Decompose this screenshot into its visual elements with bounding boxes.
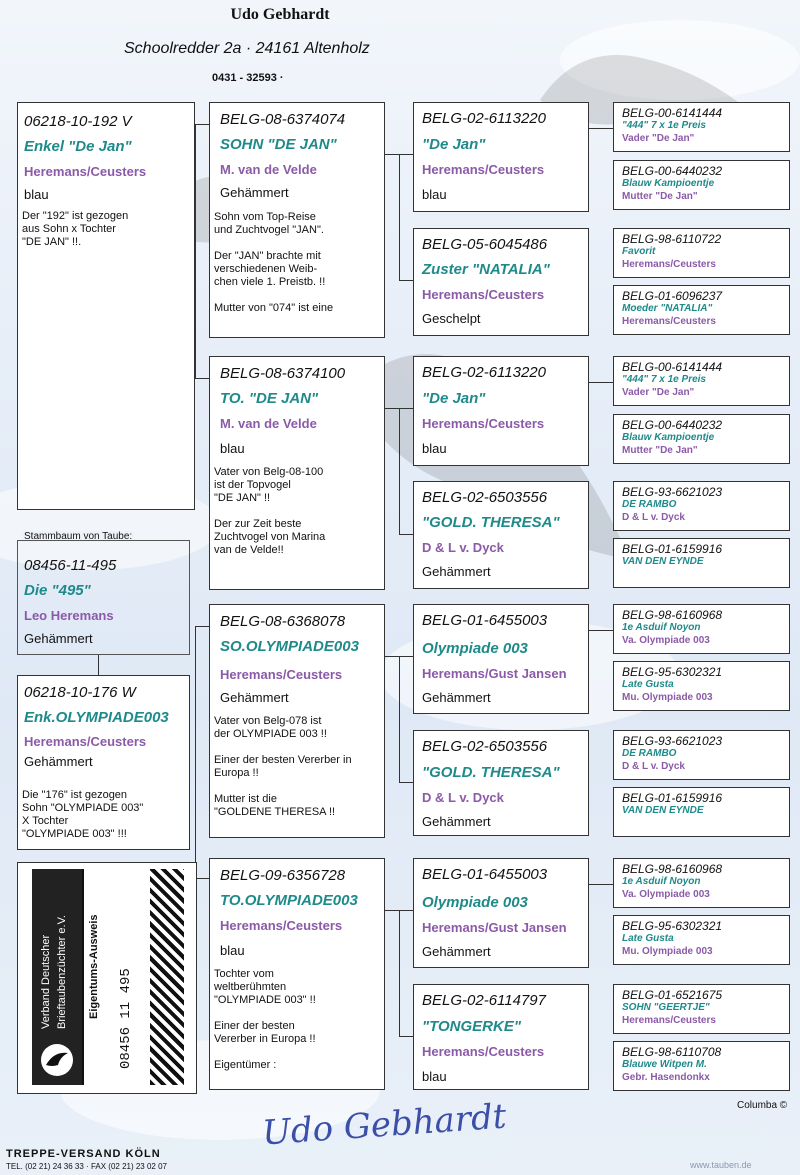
great-grandparent-note: Va. Olympiade 003 bbox=[622, 889, 710, 900]
great-grandparent-ring: BELG-98-6160968 bbox=[622, 862, 723, 876]
great-grandparent-note: Mu. Olympiade 003 bbox=[622, 946, 713, 957]
connector-line bbox=[399, 782, 413, 783]
great-grandparent-note: Mu. Olympiade 003 bbox=[622, 692, 713, 703]
great-grandparent-note: D & L v. Dyck bbox=[622, 761, 685, 772]
great-grandparent-note: DE RAMBO bbox=[622, 499, 677, 510]
grandparent-box bbox=[413, 858, 589, 968]
connector-line bbox=[589, 630, 613, 631]
grandparent-owner: Heremans/Gust Jansen bbox=[422, 666, 567, 681]
great-grandparent-note: Vader "De Jan" bbox=[622, 133, 695, 144]
connector-line bbox=[399, 408, 400, 534]
great-grandparent-box bbox=[613, 858, 790, 908]
great-grandparent-note: Va. Olympiade 003 bbox=[622, 635, 710, 646]
sibling-ref-ring: 08456-11-495 bbox=[24, 557, 117, 574]
grandparent-color: Gehämmert bbox=[422, 814, 491, 829]
ownership-card-org: Brieftaubenzüchter e.V. bbox=[56, 915, 68, 1029]
grandparent-name: "GOLD. THERESA" bbox=[422, 514, 560, 531]
great-grandparent-box bbox=[613, 787, 790, 837]
great-grandparent-note: "444" 7 x 1e Preis bbox=[622, 120, 706, 131]
grandparent-box bbox=[413, 481, 589, 589]
great-grandparent-note: 1e Asduif Noyon bbox=[622, 622, 701, 633]
great-grandparent-ring: BELG-01-6096237 bbox=[622, 289, 723, 303]
great-grandparent-box bbox=[613, 285, 790, 335]
ownership-card-org: Verband Deutscher bbox=[40, 934, 52, 1029]
parent-description: Sohn vom Top-Reise und Zuchtvogel "JAN". Der "JAN" brachte mit verschiedenen Weib- chen viele 1. Preistb. !! Mutter von "074" ist eine bbox=[214, 211, 334, 314]
stammbaum-label: Stammbaum von Taube: bbox=[24, 531, 133, 542]
grandparent-name: Zuster "NATALIA" bbox=[422, 261, 550, 278]
parent-color: blau bbox=[220, 441, 245, 456]
grandparent-color: Gehämmert bbox=[422, 944, 491, 959]
parent-color: Gehämmert bbox=[220, 185, 289, 200]
parent-ring: BELG-09-6356728 bbox=[220, 867, 346, 884]
parent-ring: BELG-08-6374100 bbox=[220, 365, 346, 382]
grandparent-color: blau bbox=[422, 187, 447, 202]
connector-line bbox=[399, 1036, 413, 1037]
grandparent-color: Gehämmert bbox=[422, 690, 491, 705]
grandparent-ring: BELG-02-6113220 bbox=[422, 110, 546, 127]
parent-name: TO. "DE JAN" bbox=[220, 390, 319, 407]
great-grandparent-note: VAN DEN EYNDE bbox=[622, 805, 704, 816]
parent-color: Gehämmert bbox=[220, 690, 289, 705]
great-grandparent-box bbox=[613, 481, 790, 531]
great-grandparent-ring: BELG-01-6159916 bbox=[622, 791, 723, 805]
parent-box bbox=[209, 102, 385, 338]
great-grandparent-ring: BELG-98-6160968 bbox=[622, 608, 723, 622]
signature: Udo Gebhardt bbox=[260, 1096, 508, 1154]
great-grandparent-ring: BELG-01-6521675 bbox=[622, 988, 723, 1002]
grandparent-name: "De Jan" bbox=[422, 390, 486, 407]
great-grandparent-note: VAN DEN EYNDE bbox=[622, 556, 704, 567]
great-grandparent-note: Mutter "De Jan" bbox=[622, 191, 698, 202]
great-grandparent-ring: BELG-93-6621023 bbox=[622, 734, 723, 748]
great-grandparent-note: Heremans/Ceusters bbox=[622, 1015, 716, 1026]
great-grandparent-note: Blauw Kampioentje bbox=[622, 178, 715, 189]
connector-line bbox=[195, 626, 196, 879]
great-grandparent-ring: BELG-95-6302321 bbox=[622, 919, 723, 933]
connector-line bbox=[399, 656, 400, 782]
parent-name: SO.OLYMPIADE003 bbox=[220, 638, 359, 655]
parent-description: Vater von Belg-08-100 ist der Topvogel "DE JAN" !! Der zur Zeit beste Zuchtvogel von Marina van de Velde!! bbox=[214, 466, 326, 556]
grandparent-name: Olympiade 003 bbox=[422, 640, 528, 657]
website-watermark: www.tauben.de bbox=[690, 1160, 752, 1170]
grandparent-box bbox=[413, 984, 589, 1090]
grandparent-box bbox=[413, 228, 589, 336]
great-grandparent-ring: BELG-98-6110708 bbox=[622, 1045, 722, 1059]
parent-box bbox=[209, 858, 385, 1090]
main-pigeon-ring: 06218-10-192 V bbox=[24, 113, 132, 130]
ownership-card-panel bbox=[32, 869, 184, 1085]
great-grandparent-note: Heremans/Ceusters bbox=[622, 316, 716, 327]
breeder-phone: 0431 - 32593 · bbox=[212, 72, 284, 84]
parent-owner: Heremans/Ceusters bbox=[220, 918, 343, 933]
parent-name: SOHN "DE JAN" bbox=[220, 136, 337, 153]
great-grandparent-box bbox=[613, 160, 790, 210]
sibling2-ring: 06218-10-176 W bbox=[24, 684, 136, 701]
connector-line bbox=[98, 655, 99, 675]
sibling2-box bbox=[17, 675, 190, 850]
great-grandparent-box bbox=[613, 604, 790, 654]
connector-line bbox=[589, 382, 613, 383]
main-pigeon-owner: Heremans/Ceusters bbox=[24, 164, 147, 179]
ownership-card-ring: 08456 11 495 bbox=[118, 968, 134, 1069]
grandparent-owner: Heremans/Ceusters bbox=[422, 162, 545, 177]
great-grandparent-note: Late Gusta bbox=[622, 679, 674, 690]
grandparent-ring: BELG-01-6455003 bbox=[422, 612, 548, 629]
dove-logo-icon bbox=[40, 1043, 74, 1077]
parent-box bbox=[209, 356, 385, 590]
great-grandparent-note: SOHN "GEERTJE" bbox=[622, 1002, 710, 1013]
great-grandparent-box bbox=[613, 661, 790, 711]
grandparent-ring: BELG-02-6503556 bbox=[422, 738, 548, 755]
grandparent-name: Olympiade 003 bbox=[422, 894, 528, 911]
main-pigeon-description: Der "192" ist gezogen aus Sohn x Tochter "DE JAN" !!. bbox=[22, 210, 129, 248]
grandparent-ring: BELG-02-6114797 bbox=[422, 992, 546, 1009]
great-grandparent-note: 1e Asduif Noyon bbox=[622, 876, 701, 887]
parent-owner: M. van de Velde bbox=[220, 416, 317, 431]
breeder-address: Schoolredder 2a · 24161 Altenholz bbox=[124, 40, 370, 57]
great-grandparent-box bbox=[613, 538, 790, 588]
great-grandparent-ring: BELG-01-6159916 bbox=[622, 542, 723, 556]
great-grandparent-ring: BELG-95-6302321 bbox=[622, 665, 723, 679]
parent-owner: M. van de Velde bbox=[220, 162, 317, 177]
great-grandparent-box bbox=[613, 414, 790, 464]
sibling2-name: Enk.OLYMPIADE003 bbox=[24, 709, 169, 726]
breeder-name: Udo Gebhardt bbox=[230, 6, 330, 23]
connector-line bbox=[399, 280, 413, 281]
grandparent-ring: BELG-05-6045486 bbox=[422, 236, 548, 253]
connector-line bbox=[399, 910, 400, 1036]
great-grandparent-ring: BELG-98-6110722 bbox=[622, 232, 722, 246]
parent-ring: BELG-08-6368078 bbox=[220, 613, 346, 630]
grandparent-owner: Heremans/Ceusters bbox=[422, 1044, 545, 1059]
great-grandparent-box bbox=[613, 228, 790, 278]
parent-owner: Heremans/Ceusters bbox=[220, 667, 343, 682]
great-grandparent-ring: BELG-00-6141444 bbox=[622, 106, 723, 120]
ownership-card bbox=[17, 862, 197, 1094]
publisher-name: TREPPE-VERSAND KÖLN bbox=[6, 1148, 161, 1160]
great-grandparent-note: DE RAMBO bbox=[622, 748, 677, 759]
grandparent-color: Gehämmert bbox=[422, 564, 491, 579]
grandparent-owner: Heremans/Gust Jansen bbox=[422, 920, 567, 935]
sibling2-description: Die "176" ist gezogen Sohn "OLYMPIADE 003" X Tochter "OLYMPIADE 003" !!! bbox=[22, 789, 144, 840]
great-grandparent-note: D & L v. Dyck bbox=[622, 512, 685, 523]
great-grandparent-note: "444" 7 x 1e Preis bbox=[622, 374, 706, 385]
grandparent-box bbox=[413, 730, 589, 836]
great-grandparent-note: Blauw Kampioentje bbox=[622, 432, 715, 443]
sibling2-color: Gehämmert bbox=[24, 754, 93, 769]
connector-line bbox=[195, 378, 209, 379]
grandparent-ring: BELG-02-6113220 bbox=[422, 364, 546, 381]
sibling-ref-color: Gehämmert bbox=[24, 631, 93, 646]
sibling-ref-owner: Leo Heremans bbox=[24, 608, 114, 623]
connector-line bbox=[195, 124, 196, 379]
great-grandparent-box bbox=[613, 984, 790, 1034]
connector-line bbox=[399, 154, 400, 280]
publisher-contact: TEL. (02 21) 24 36 33 · FAX (02 21) 23 02 07 bbox=[6, 1162, 167, 1171]
parent-box bbox=[209, 604, 385, 838]
grandparent-color: Geschelpt bbox=[422, 311, 481, 326]
great-grandparent-ring: BELG-00-6141444 bbox=[622, 360, 723, 374]
main-pigeon-box bbox=[17, 102, 195, 510]
grandparent-color: blau bbox=[422, 1069, 447, 1084]
parent-description: Vater von Belg-078 ist der OLYMPIADE 003 !! Einer der besten Vererber in Europa !! Mutter ist die "GOLDENE THERESA !! bbox=[214, 715, 352, 818]
grandparent-color: blau bbox=[422, 441, 447, 456]
great-grandparent-ring: BELG-00-6440232 bbox=[622, 418, 723, 432]
grandparent-owner: D & L v. Dyck bbox=[422, 790, 504, 805]
great-grandparent-box bbox=[613, 1041, 790, 1091]
grandparent-ring: BELG-01-6455003 bbox=[422, 866, 548, 883]
parent-ring: BELG-08-6374074 bbox=[220, 111, 346, 128]
grandparent-owner: D & L v. Dyck bbox=[422, 540, 504, 555]
grandparent-name: "De Jan" bbox=[422, 136, 486, 153]
parent-description: Tochter vom weltberühmten "OLYMPIADE 003" !! Einer der besten Vererber in Europa !! Eigentümer : bbox=[214, 968, 316, 1071]
great-grandparent-ring: BELG-00-6440232 bbox=[622, 164, 723, 178]
great-grandparent-note: Vader "De Jan" bbox=[622, 387, 695, 398]
grandparent-box bbox=[413, 356, 589, 466]
great-grandparent-box bbox=[613, 356, 790, 406]
grandparent-name: "GOLD. THERESA" bbox=[422, 764, 560, 781]
connector-line bbox=[589, 128, 613, 129]
parent-name: TO.OLYMPIADE003 bbox=[220, 892, 358, 909]
connector-line bbox=[195, 878, 209, 879]
grandparent-owner: Heremans/Ceusters bbox=[422, 416, 545, 431]
grandparent-owner: Heremans/Ceusters bbox=[422, 287, 545, 302]
great-grandparent-note: Blauwe Witpen M. bbox=[622, 1059, 707, 1070]
main-pigeon-name: Enkel "De Jan" bbox=[24, 138, 132, 155]
great-grandparent-box bbox=[613, 915, 790, 965]
great-grandparent-note: Mutter "De Jan" bbox=[622, 445, 698, 456]
ownership-card-title: Eigentums-Ausweis bbox=[88, 914, 100, 1019]
great-grandparent-note: Heremans/Ceusters bbox=[622, 259, 716, 270]
great-grandparent-box bbox=[613, 730, 790, 780]
grandparent-ring: BELG-02-6503556 bbox=[422, 489, 548, 506]
connector-line bbox=[589, 884, 613, 885]
connector-line bbox=[399, 534, 413, 535]
columba-credit: Columba © bbox=[737, 1100, 788, 1111]
parent-color: blau bbox=[220, 943, 245, 958]
grandparent-box bbox=[413, 604, 589, 714]
great-grandparent-box bbox=[613, 102, 790, 152]
great-grandparent-note: Moeder "NATALIA" bbox=[622, 303, 713, 314]
main-pigeon-color: blau bbox=[24, 187, 49, 202]
grandparent-box bbox=[413, 102, 589, 212]
connector-line bbox=[195, 124, 209, 125]
grandparent-name: "TONGERKE" bbox=[422, 1018, 521, 1035]
sibling-ref-box bbox=[17, 540, 190, 655]
great-grandparent-note: Late Gusta bbox=[622, 933, 674, 944]
sibling2-owner: Heremans/Ceusters bbox=[24, 734, 147, 749]
great-grandparent-ring: BELG-93-6621023 bbox=[622, 485, 723, 499]
sibling-ref-name: Die "495" bbox=[24, 582, 91, 599]
great-grandparent-note: Gebr. Hasendonkx bbox=[622, 1072, 710, 1083]
great-grandparent-note: Favorit bbox=[622, 246, 656, 257]
connector-line bbox=[195, 626, 209, 627]
